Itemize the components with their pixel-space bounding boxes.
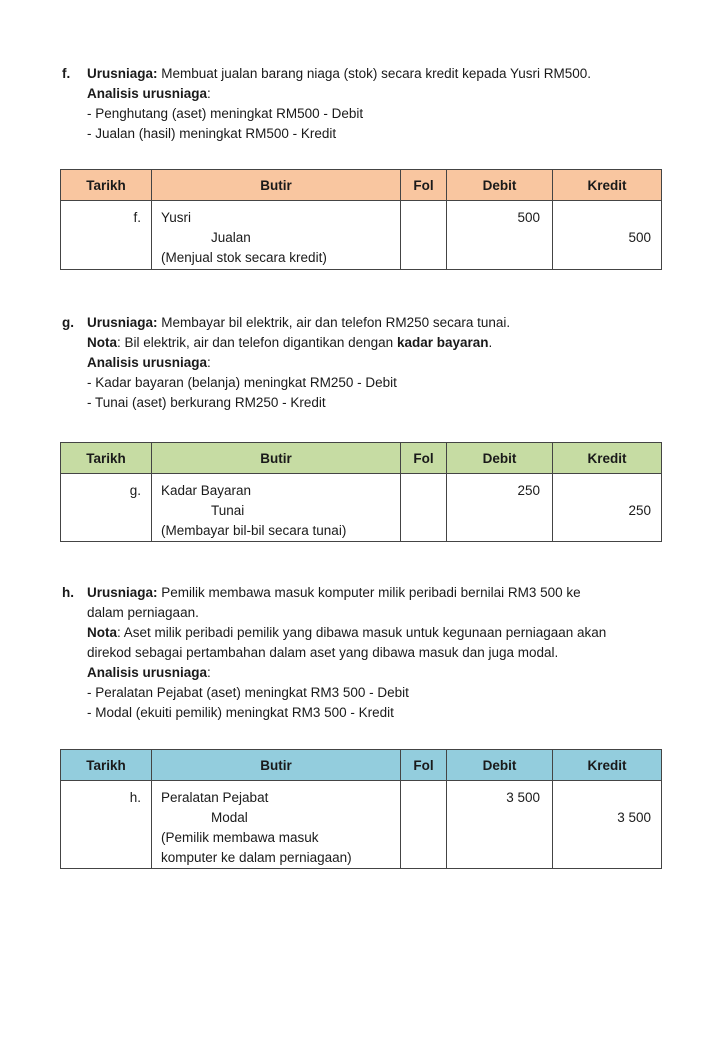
col-tarikh: Tarikh bbox=[61, 443, 152, 474]
journal-table-h bbox=[60, 749, 662, 869]
urusniaga-text-g: Membayar bil elektrik, air dan telefon RM250 secara tunai. bbox=[157, 315, 511, 330]
journal-table-f bbox=[60, 169, 662, 270]
urusniaga-line-g bbox=[62, 313, 662, 333]
table-row bbox=[61, 474, 662, 542]
col-kredit: Kredit bbox=[553, 170, 662, 201]
debit-account: Peralatan Pejabat bbox=[161, 790, 269, 805]
transaction-g bbox=[62, 313, 662, 413]
cell-date: f. bbox=[61, 201, 152, 270]
item-letter-h: h. bbox=[62, 585, 74, 600]
analisis-heading-f: Analisis urusniaga: bbox=[87, 86, 211, 101]
table-row bbox=[61, 781, 662, 869]
transaction-h bbox=[62, 583, 662, 723]
urusniaga-text-h: Pemilik membawa masuk komputer milik peribadi bernilai RM3 500 ke bbox=[157, 585, 581, 600]
credit-account: Jualan bbox=[211, 230, 251, 245]
cell-butir bbox=[152, 781, 401, 869]
nota-line-h: Nota: Aset milik peribadi pemilik yang dibawa masuk untuk kegunaan perniagaan akan bbox=[87, 625, 607, 640]
analisis-line-g-1: - Kadar bayaran (belanja) meningkat RM250 - Debit bbox=[87, 375, 397, 390]
col-debit: Debit bbox=[447, 750, 553, 781]
cell-debit: 3 500 bbox=[447, 781, 553, 869]
item-letter-g: g. bbox=[62, 315, 74, 330]
cell-date: g. bbox=[61, 474, 152, 542]
cell-kredit bbox=[553, 474, 662, 542]
credit-account: Tunai bbox=[211, 503, 245, 518]
col-debit: Debit bbox=[447, 170, 553, 201]
cell-kredit bbox=[553, 781, 662, 869]
urusniaga-label-f: Urusniaga: bbox=[87, 66, 158, 81]
nota-cont-h: direkod sebagai pertambahan dalam aset yang dibawa masuk dan juga modal. bbox=[87, 645, 559, 660]
analisis-line-f-1: - Penghutang (aset) meningkat RM500 - Debit bbox=[87, 106, 364, 121]
urusniaga-text-f: Membuat jualan barang niaga (stok) secara kredit kepada Yusri RM500. bbox=[157, 66, 592, 81]
nota-line-g: Nota: Bil elektrik, air dan telefon digantikan dengan kadar bayaran. bbox=[87, 335, 493, 350]
col-fol: Fol bbox=[401, 750, 447, 781]
analisis-line-h-2: - Modal (ekuiti pemilik) meningkat RM3 500 - Kredit bbox=[87, 705, 394, 720]
cell-fol bbox=[401, 474, 447, 542]
col-butir: Butir bbox=[152, 170, 401, 201]
analisis-line-f-2: - Jualan (hasil) meningkat RM500 - Kredit bbox=[87, 126, 337, 141]
analisis-heading-h: Analisis urusniaga: bbox=[87, 665, 211, 680]
cell-butir bbox=[152, 201, 401, 270]
col-fol: Fol bbox=[401, 170, 447, 201]
kredit-amount: 250 bbox=[628, 503, 651, 518]
analisis-line-g-2: - Tunai (aset) berkurang RM250 - Kredit bbox=[87, 395, 326, 410]
debit-account: Kadar Bayaran bbox=[161, 483, 252, 498]
journal-header-row bbox=[61, 170, 662, 201]
analisis-line-h-1: - Peralatan Pejabat (aset) meningkat RM3 500 - Debit bbox=[87, 685, 409, 700]
col-debit: Debit bbox=[447, 443, 553, 474]
col-butir: Butir bbox=[152, 750, 401, 781]
urusniaga-line-f bbox=[62, 64, 662, 84]
narration-line-1: (Pemilik membawa masuk bbox=[161, 830, 319, 845]
cell-fol bbox=[401, 201, 447, 270]
narration: (Membayar bil-bil secara tunai) bbox=[161, 523, 347, 538]
cell-debit: 250 bbox=[447, 474, 553, 542]
col-tarikh: Tarikh bbox=[61, 170, 152, 201]
urusniaga-label-h: Urusniaga: bbox=[87, 585, 158, 600]
urusniaga-label-g: Urusniaga: bbox=[87, 315, 158, 330]
col-kredit: Kredit bbox=[553, 443, 662, 474]
table-row bbox=[61, 201, 662, 270]
urusniaga-cont-h: dalam perniagaan. bbox=[87, 605, 199, 620]
journal-header-row bbox=[61, 750, 662, 781]
analisis-heading-g: Analisis urusniaga: bbox=[87, 355, 211, 370]
cell-debit: 500 bbox=[447, 201, 553, 270]
item-letter-f: f. bbox=[62, 66, 71, 81]
cell-fol bbox=[401, 781, 447, 869]
col-kredit: Kredit bbox=[553, 750, 662, 781]
transaction-f bbox=[62, 64, 662, 144]
cell-butir bbox=[152, 474, 401, 542]
credit-account: Modal bbox=[211, 810, 248, 825]
kredit-amount: 3 500 bbox=[617, 810, 651, 825]
cell-kredit bbox=[553, 201, 662, 270]
col-tarikh: Tarikh bbox=[61, 750, 152, 781]
kredit-amount: 500 bbox=[628, 230, 651, 245]
narration: (Menjual stok secara kredit) bbox=[161, 250, 327, 265]
col-butir: Butir bbox=[152, 443, 401, 474]
narration-line-2: komputer ke dalam perniagaan) bbox=[161, 850, 352, 865]
journal-header-row bbox=[61, 443, 662, 474]
journal-table-g bbox=[60, 442, 662, 542]
cell-date: h. bbox=[61, 781, 152, 869]
col-fol: Fol bbox=[401, 443, 447, 474]
debit-account: Yusri bbox=[161, 210, 192, 225]
urusniaga-line-h bbox=[62, 583, 662, 603]
